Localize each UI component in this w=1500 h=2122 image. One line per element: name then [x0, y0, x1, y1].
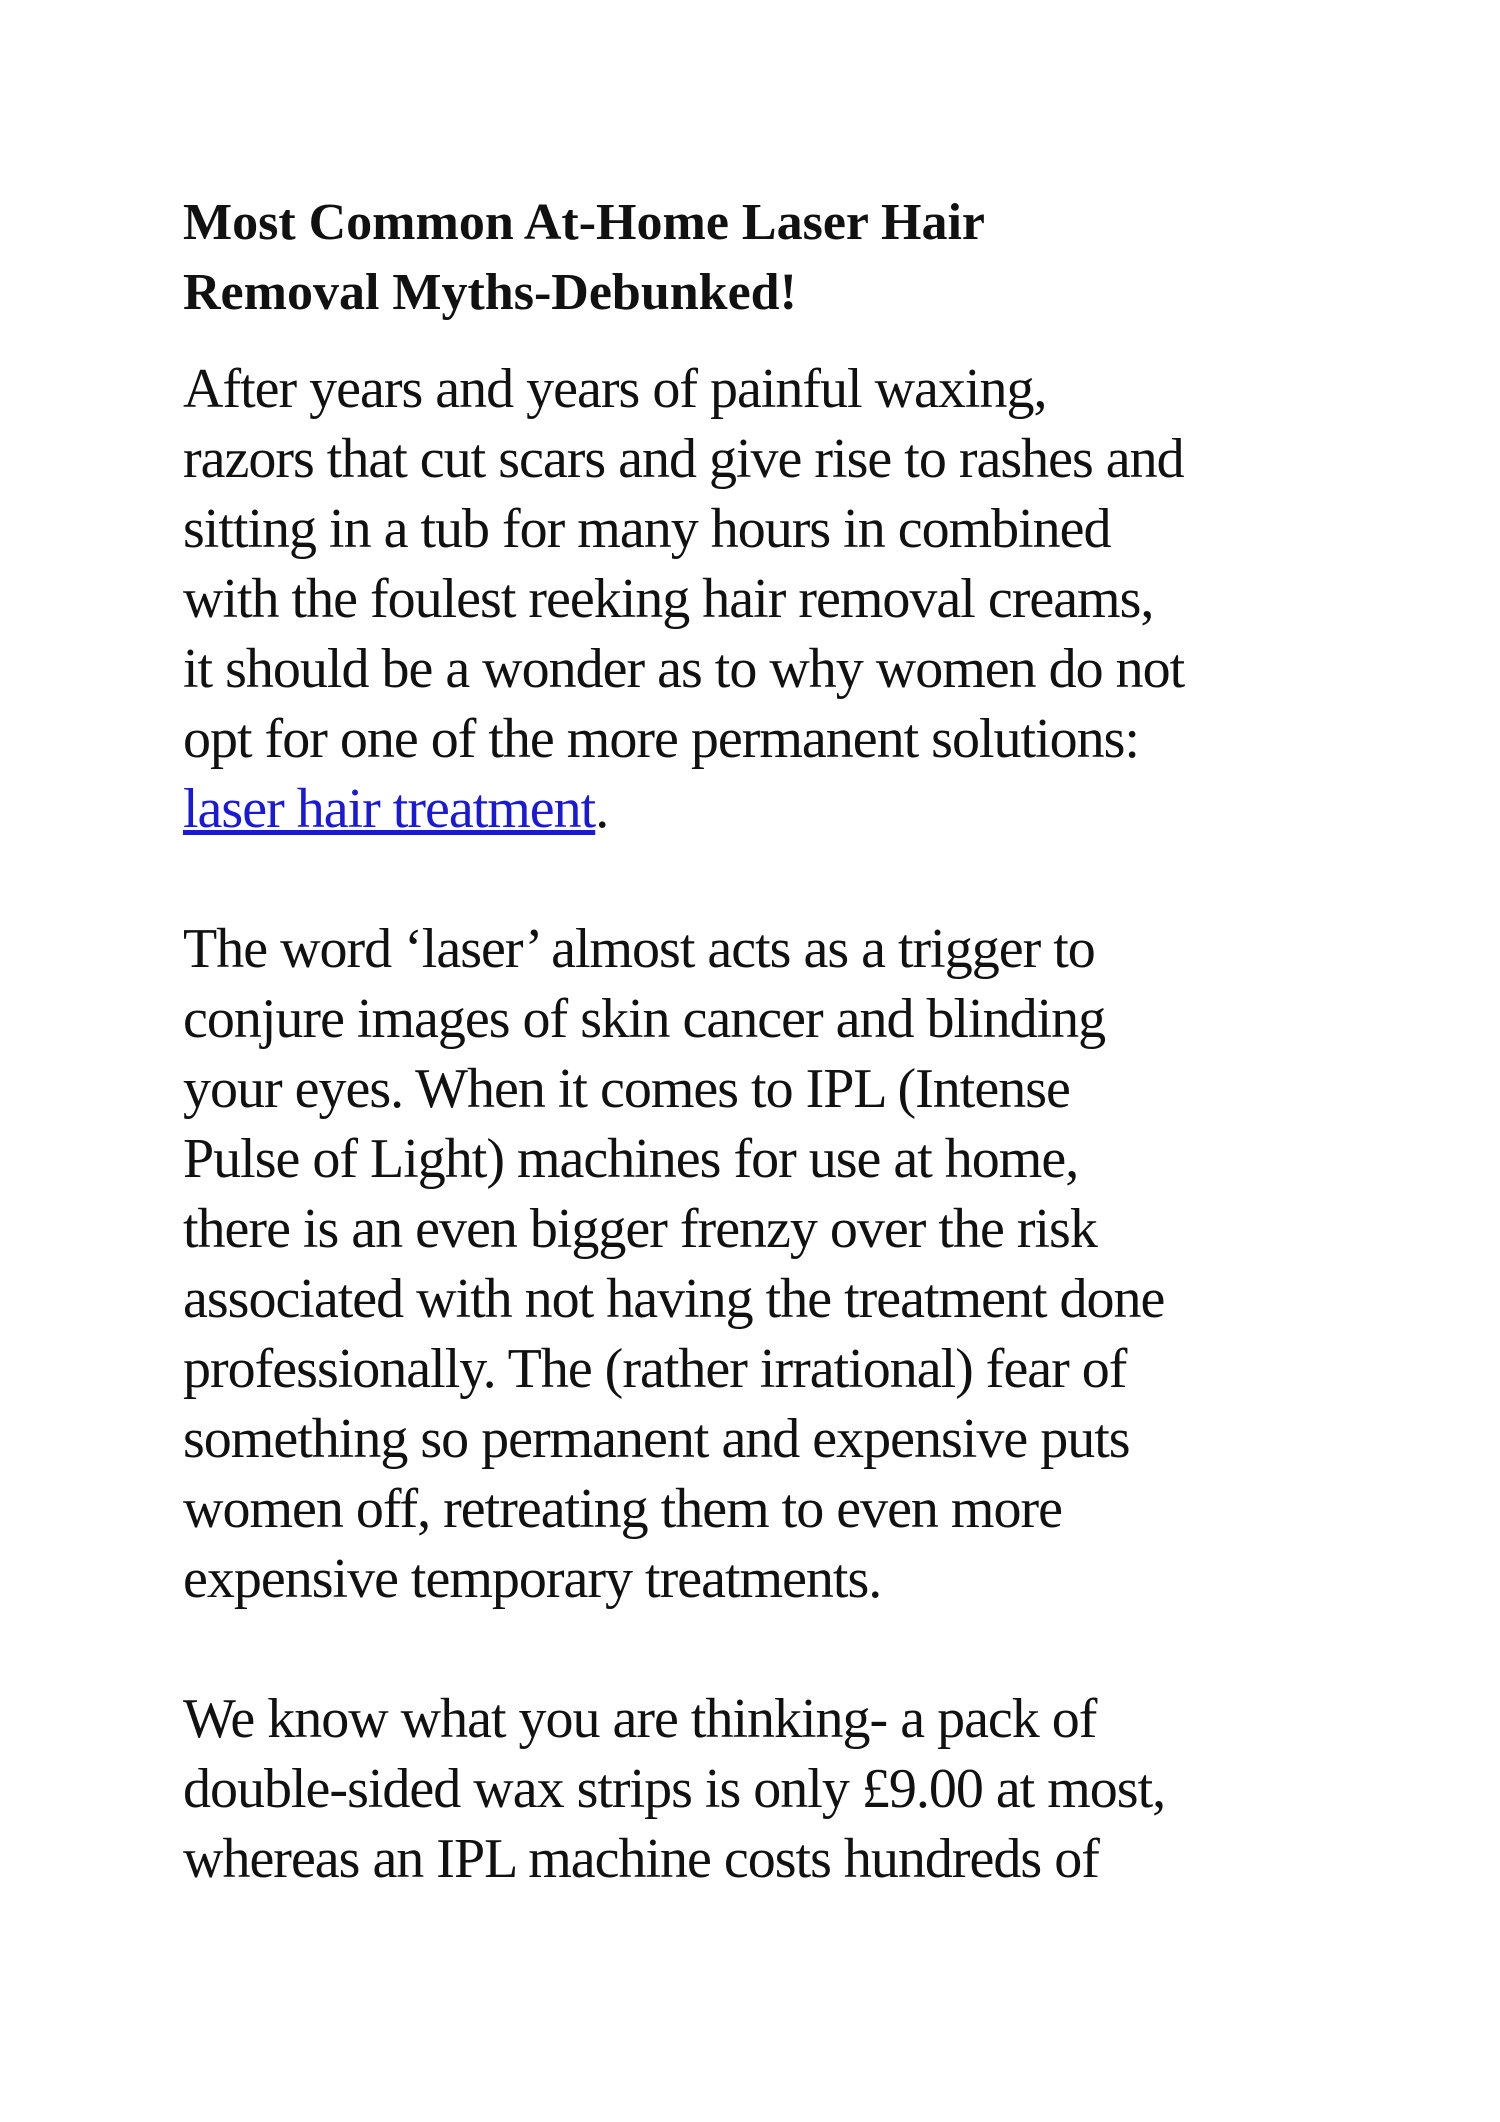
document-page	[183, 188, 1343, 1894]
text-line: After years and years of painful waxing,	[183, 358, 1047, 420]
text-line: there is an even bigger frenzy over the risk	[183, 1198, 1097, 1260]
text-line: The word ‘laser’ almost acts as a trigger to	[183, 918, 1095, 980]
text-line: with the foulest reeking hair removal creams,	[183, 568, 1154, 630]
paragraph-intro	[183, 354, 1343, 844]
laser-hair-treatment-link[interactable]: laser hair treatment	[183, 778, 596, 840]
text-line: something so permanent and expensive puts	[183, 1408, 1130, 1470]
text-line: sitting in a tub for many hours in combined	[183, 498, 1111, 560]
paragraph-cost	[183, 1684, 1343, 1894]
paragraph-laser-fear	[183, 914, 1343, 1614]
title-line: Most Common At-Home Laser Hair	[183, 194, 986, 251]
text-line: conjure images of skin cancer and blinding	[183, 988, 1106, 1050]
title-line: Removal Myths-Debunked!	[183, 264, 797, 321]
link-suffix: .	[595, 778, 609, 840]
text-line	[183, 774, 1343, 844]
text-line: your eyes. When it comes to IPL (Intense	[183, 1058, 1070, 1120]
text-line: professionally. The (rather irrational) fear of	[183, 1338, 1127, 1400]
text-line: double-sided wax strips is only £9.00 at most,	[183, 1758, 1166, 1820]
text-line: it should be a wonder as to why women do not	[183, 638, 1185, 700]
text-line: associated with not having the treatment done	[183, 1268, 1165, 1330]
text-line: expensive temporary treatments.	[183, 1548, 882, 1610]
text-line: Pulse of Light) machines for use at home,	[183, 1128, 1079, 1190]
text-line: We know what you are thinking- a pack of	[183, 1688, 1097, 1750]
document-title	[183, 188, 1343, 328]
text-line: women off, retreating them to even more	[183, 1478, 1062, 1540]
text-line: razors that cut scars and give rise to rashes and	[183, 428, 1184, 490]
text-line: whereas an IPL machine costs hundreds of	[183, 1828, 1099, 1890]
text-line: opt for one of the more permanent solutions:	[183, 708, 1139, 770]
